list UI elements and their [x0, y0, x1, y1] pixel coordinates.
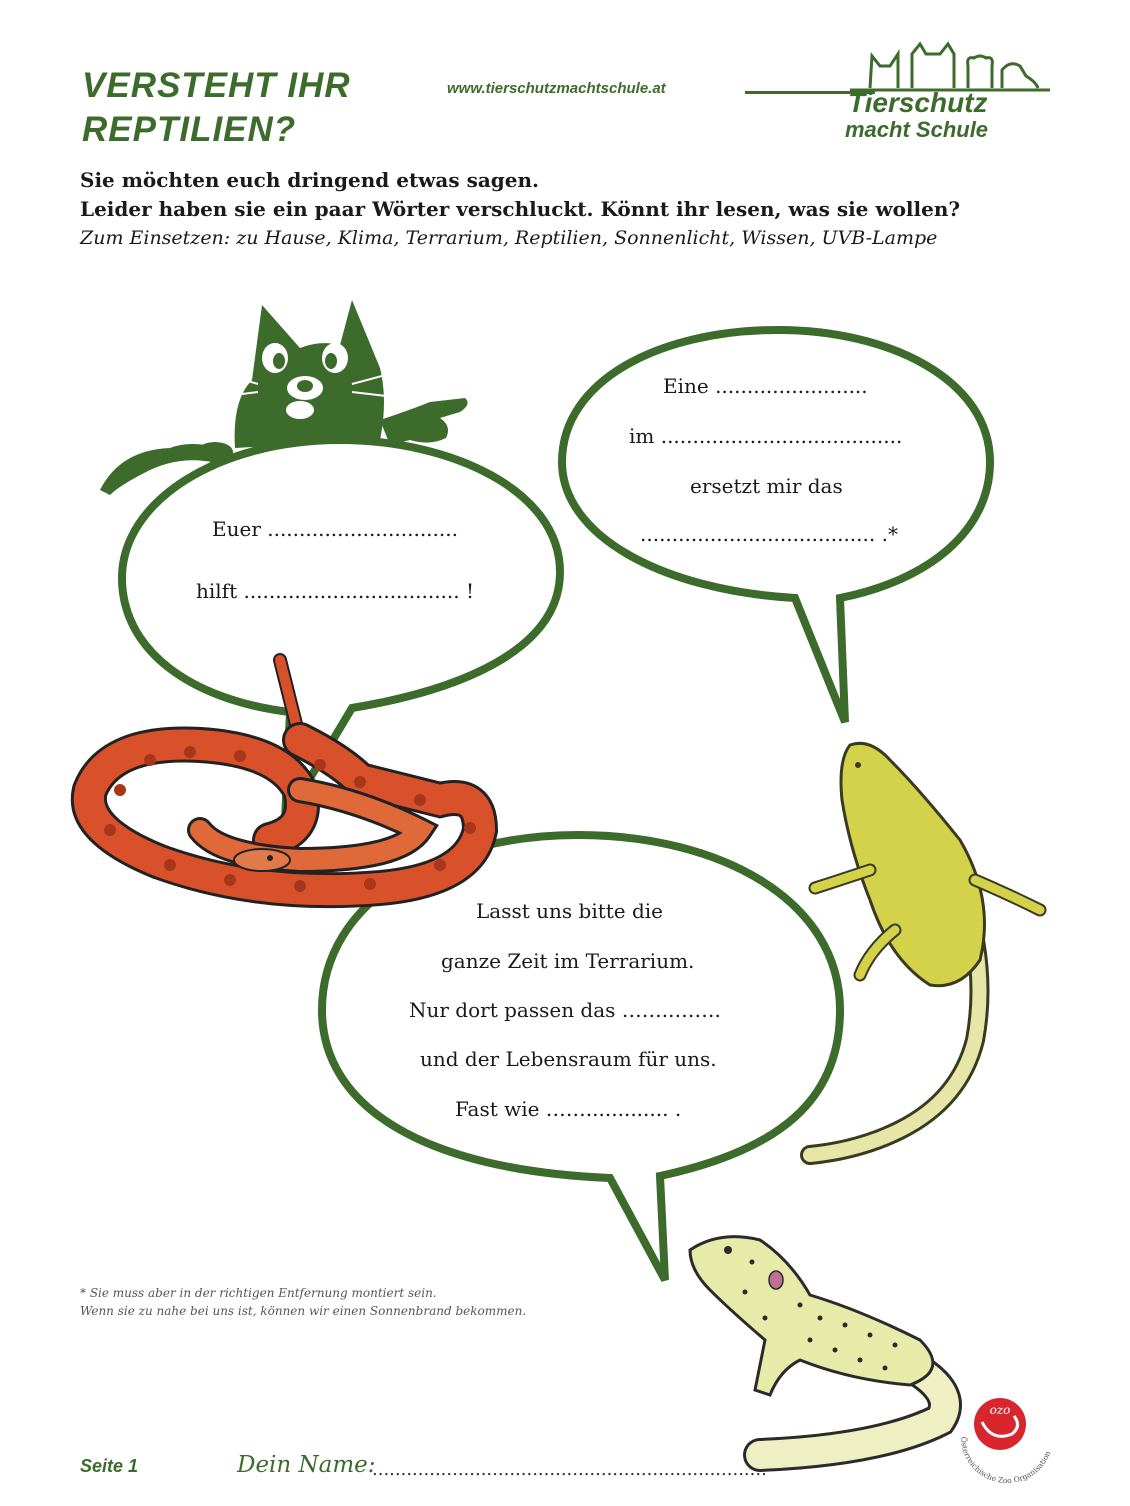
ozo-seal-icon [952, 1382, 1062, 1492]
seal-mark: ozo [989, 1403, 1011, 1417]
title-line-1: VERSTEHT IHR [82, 66, 351, 105]
title-line-2: REPTILIEN? [82, 110, 297, 149]
right-bubble-line-1: Eine ........................ [663, 374, 868, 398]
website-url[interactable]: www.tierschutzmachtschule.at [447, 80, 666, 97]
intro-line-2: Leider haben sie ein paar Wörter verschluckt. Könnt ihr lesen, was sie wollen? [80, 197, 961, 221]
bottom-bubble-line-2: ganze Zeit im Terrarium. [441, 949, 695, 973]
footnote-line-1: * Sie muss aber in der richtigen Entfernung montiert sein. [80, 1286, 437, 1300]
name-label: Dein Name: [237, 1452, 376, 1478]
bottom-bubble-line-4: und der Lebensraum für uns. [420, 1047, 717, 1071]
right-bubble-line-4: ..................................... .* [640, 522, 898, 546]
bearded-dragon-icon [810, 743, 1040, 1155]
logo-text-tierschutz: Tierschutz [848, 87, 988, 118]
footnote [80, 1284, 526, 1320]
page-number: Seite 1 [80, 1456, 139, 1476]
right-bubble-line-3: ersetzt mir das [690, 474, 843, 498]
logo-text-macht-schule: macht Schule [845, 117, 989, 142]
gecko-icon [690, 1237, 945, 1455]
left-bubble-line-2: hilft .................................. ! [196, 579, 475, 603]
bottom-bubble-line-1: Lasst uns bitte die [476, 899, 664, 923]
name-field[interactable]: ..................................................................... [372, 1459, 767, 1480]
seal-ring-text: Österreichische Zoo Organisation [958, 1436, 1053, 1486]
left-bubble-line-1: Euer .............................. [212, 517, 458, 541]
intro-line-1: Sie möchten euch dringend etwas sagen. [80, 168, 540, 192]
bottom-bubble-line-3: Nur dort passen das ……..……. [409, 998, 721, 1022]
right-bubble-line-2: im ...................................... [629, 424, 903, 448]
word-bank: Zum Einsetzen: zu Hause, Klima, Terrarium, Reptilien, Sonnenlicht, Wissen, UVB-Lampe [80, 227, 938, 249]
bottom-bubble-line-5: Fast wie ……............. . [455, 1097, 682, 1121]
footnote-line-2: Wenn sie zu nahe bei uns ist, können wir einen Sonnenbrand bekommen. [80, 1304, 527, 1318]
